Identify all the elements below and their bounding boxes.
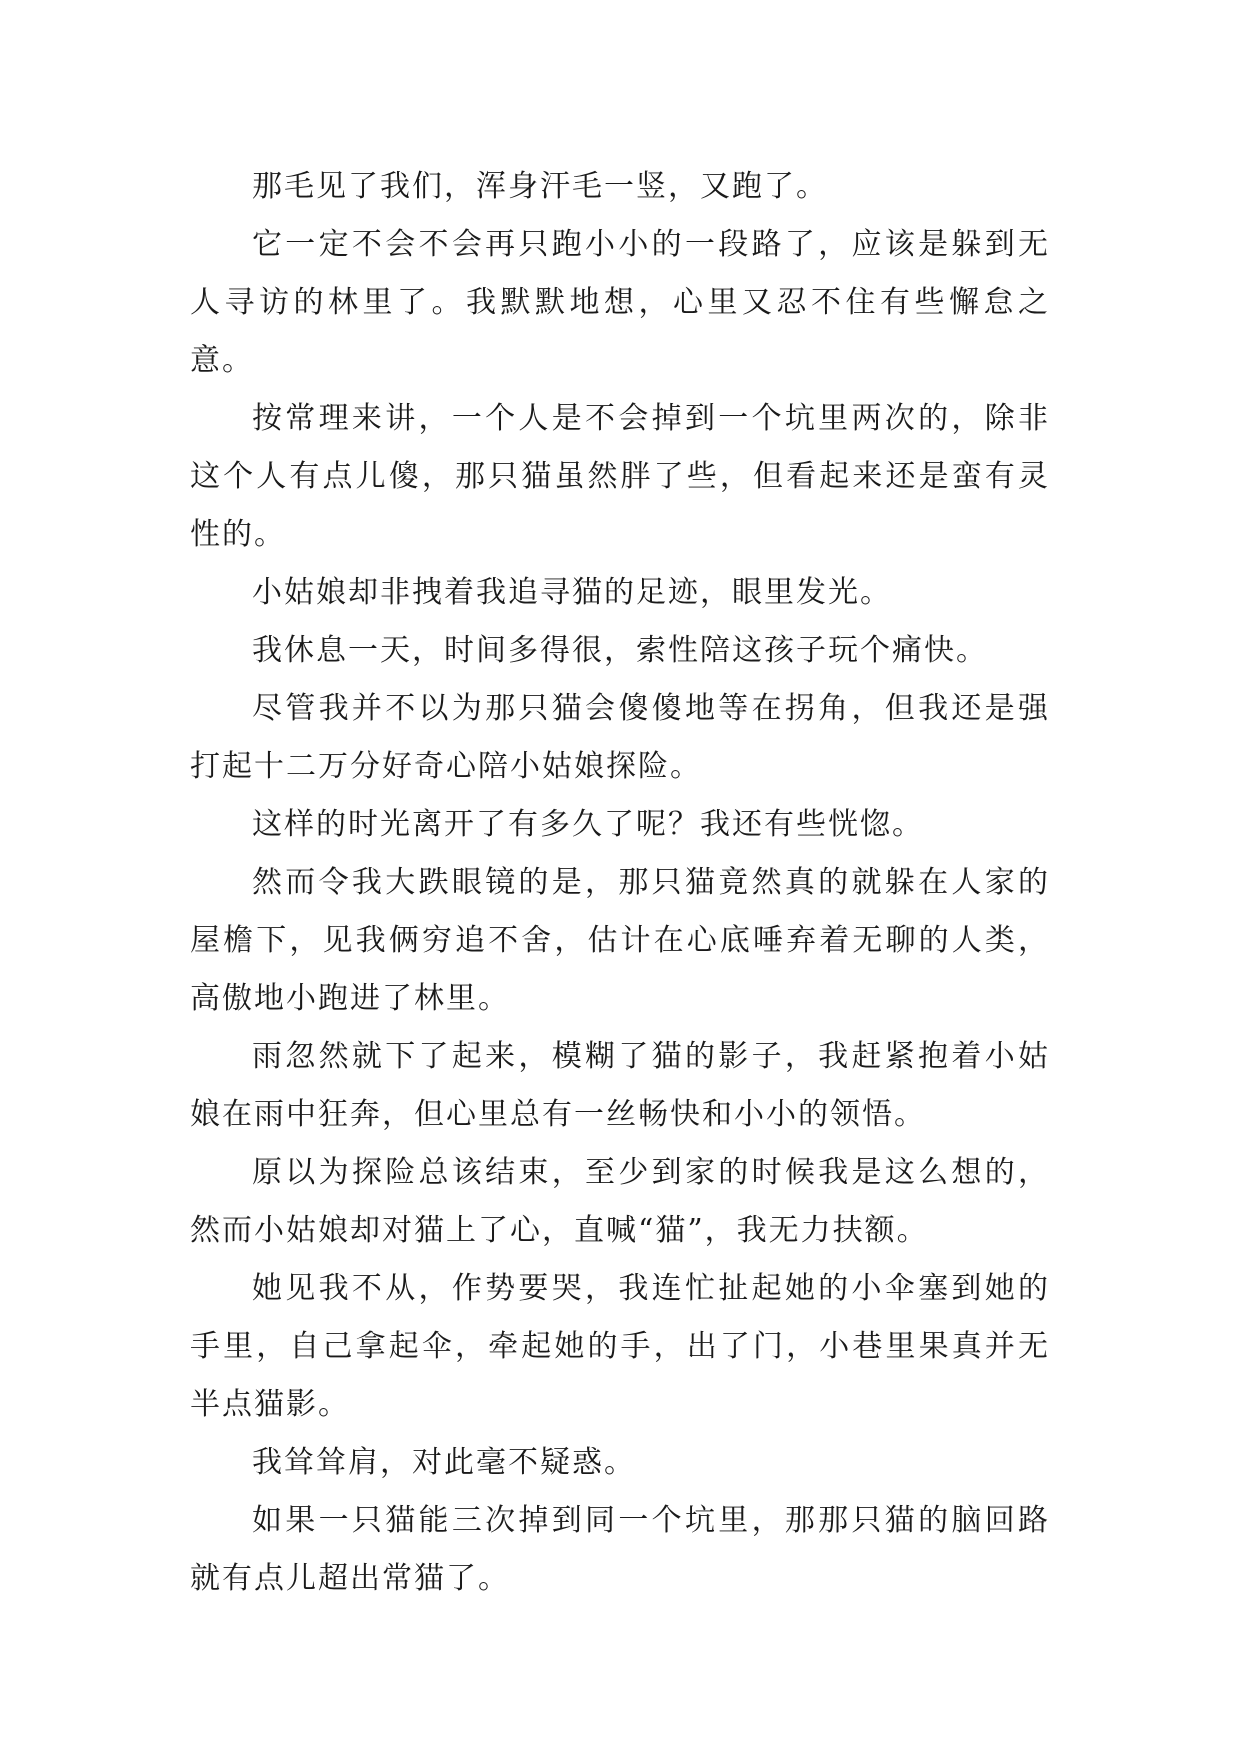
paragraph: 雨忽然就下了起来，模糊了猫的影子，我赶紧抱着小姑娘在雨中狂奔，但心里总有一丝畅快和小小的领悟。	[190, 1039, 1050, 1132]
paragraph: 按常理来讲，一个人是不会掉到一个坑里两次的，除非这个人有点儿傻，那只猫虽然胖了些，但看起来还是蛮有灵性的。	[190, 401, 1050, 552]
paragraph: 我耸耸肩，对此毫不疑惑。	[252, 1445, 636, 1480]
paragraph: 然而令我大跌眼镜的是，那只猫竟然真的就躲在人家的屋檐下，见我俩穷追不舍，估计在心底唾弃着无聊的人类，高傲地小跑进了林里。	[190, 865, 1050, 1016]
paragraph: 尽管我并不以为那只猫会傻傻地等在拐角，但我还是强打起十二万分好奇心陪小姑娘探险。	[190, 691, 1050, 784]
paragraph: 它一定不会不会再只跑小小的一段路了，应该是躲到无人寻访的林里了。我默默地想，心里又忍不住有些懈怠之意。	[190, 227, 1050, 378]
paragraph: 如果一只猫能三次掉到同一个坑里，那那只猫的脑回路就有点儿超出常猫了。	[190, 1503, 1050, 1596]
paragraph: 她见我不从，作势要哭，我连忙扯起她的小伞塞到她的手里，自己拿起伞，牵起她的手，出了门，小巷里果真并无半点猫影。	[190, 1271, 1050, 1422]
paragraph: 那毛见了我们，浑身汗毛一竖，又跑了。	[252, 169, 828, 204]
paragraph: 小姑娘却非拽着我追寻猫的足迹，眼里发光。	[252, 575, 892, 610]
paragraph: 原以为探险总该结束，至少到家的时候我是这么想的，然而小姑娘却对猫上了心，直喊“猫”，我无力扶额。	[190, 1155, 1050, 1248]
paragraph: 这样的时光离开了有多久了呢？我还有些恍惚。	[252, 807, 924, 842]
paragraph: 我休息一天，时间多得很，索性陪这孩子玩个痛快。	[252, 633, 988, 668]
document-body	[190, 158, 1050, 1608]
